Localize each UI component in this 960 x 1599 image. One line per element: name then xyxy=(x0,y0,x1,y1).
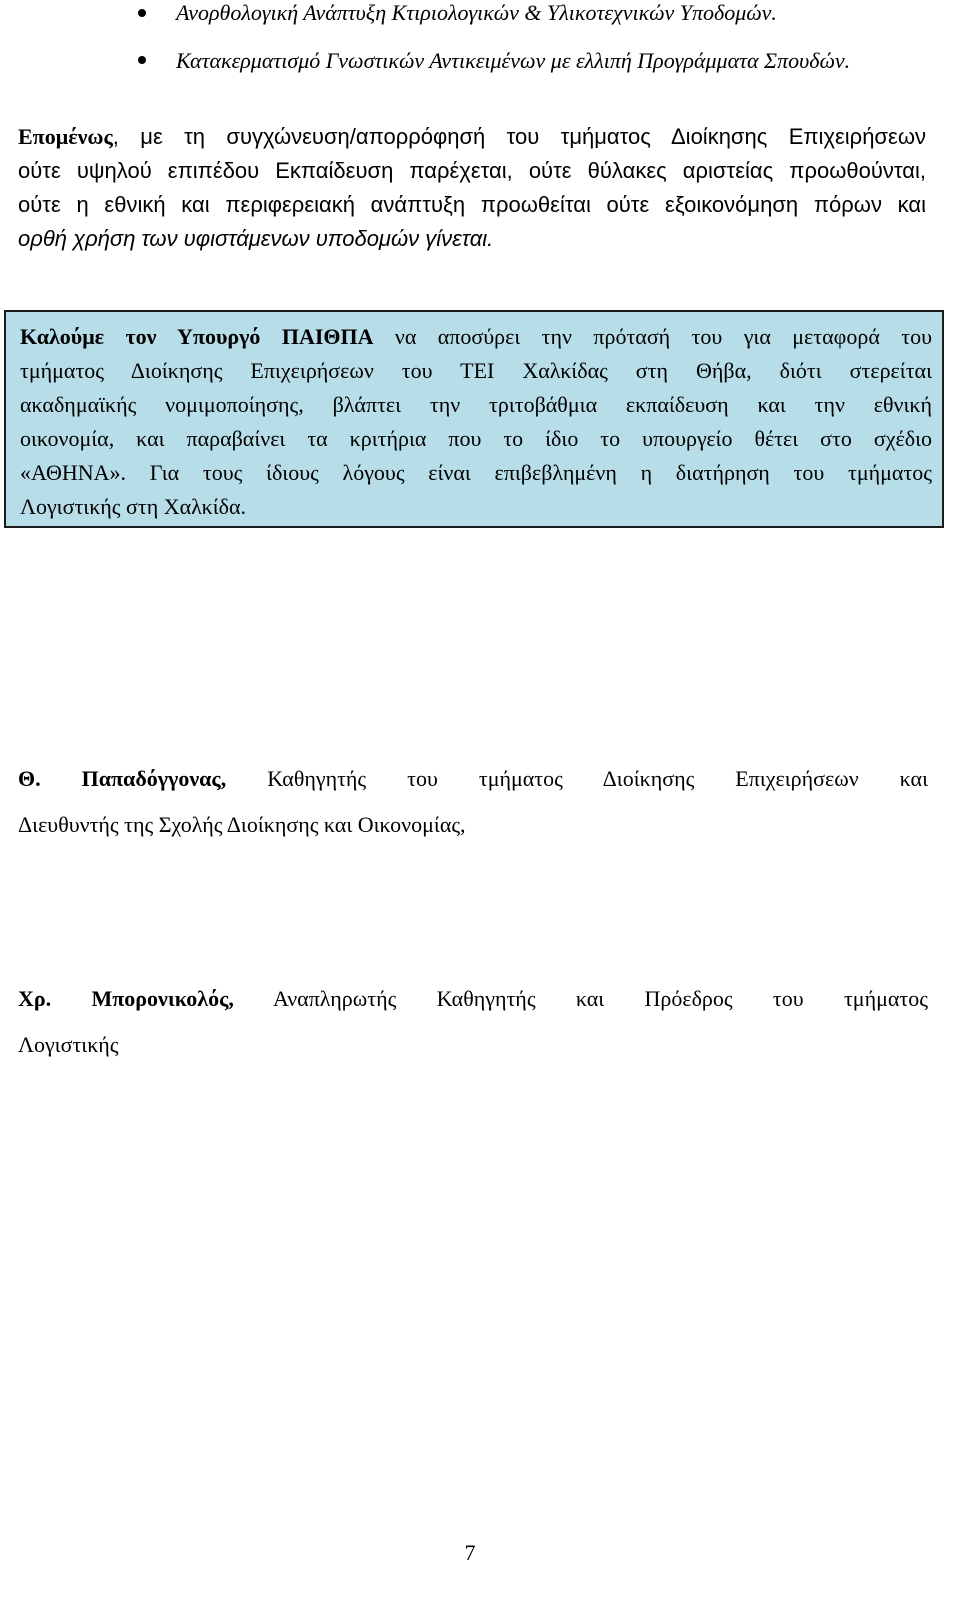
signatory-name: Χρ. Μπορονικολός, xyxy=(18,986,234,1011)
bullet-icon xyxy=(138,56,146,64)
callout-paragraph xyxy=(20,320,932,524)
text-span: , με τη συγχώνευση/απορρόφησή του τμήματος Διοίκησης Επιχειρήσεων xyxy=(112,124,926,149)
paragraph-line: οικονομία, και παραβαίνει τα κριτήρια που το ίδιο το υπουργείο θέτει στο σχέδιο xyxy=(20,426,932,451)
page-number: 7 xyxy=(464,1540,476,1565)
paragraph-line: ακαδημαϊκής νομιμοποίησης, βλάπτει την τριτοβάθμια εκπαίδευση και την εθνική xyxy=(20,392,932,417)
paragraph-line xyxy=(18,120,926,154)
signature-line: Διευθυντής της Σχολής Διοίκησης και Οικονομίας, xyxy=(18,812,466,837)
signature-block xyxy=(18,976,928,1068)
signature-line xyxy=(18,976,928,1022)
text-span: να αποσύρει την πρότασή του για μεταφορά του xyxy=(373,324,932,349)
paragraph-line: ούτε η εθνική και περιφερειακή ανάπτυξη προωθείται ούτε εξοικονόμηση πόρων και xyxy=(18,192,926,217)
signature-block xyxy=(18,756,928,848)
bullet-icon xyxy=(138,9,146,17)
paragraph-line: ορθή χρήση των υφιστάμενων υποδομών γίνεται. xyxy=(18,226,494,251)
paragraph-line: ούτε υψηλού επιπέδου Εκπαίδευση παρέχεται, ούτε θύλακες αριστείας προωθούνται, xyxy=(18,158,926,183)
bold-lead: Επομένως xyxy=(18,124,113,149)
bold-lead: Καλούμε τον Υπουργό ΠΑΙΘΠΑ xyxy=(20,324,374,349)
conclusion-paragraph xyxy=(18,120,926,256)
text-span: Καθηγητής του τμήματος Διοίκησης Επιχειρήσεων και xyxy=(267,766,928,791)
bullet-text: Κατακερματισμό Γνωστικών Αντικειμένων με ελλιπή Προγράμματα Σπουδών. xyxy=(176,48,851,73)
paragraph-line: τμήματος Διοίκησης Επιχειρήσεων του ΤΕΙ Χαλκίδας στη Θήβα, διότι στερείται xyxy=(20,358,932,383)
signature-line xyxy=(18,756,928,802)
text-span: Αναπληρωτής Καθηγητής και Πρόεδρος του τμήματος xyxy=(272,986,928,1011)
paragraph-line: «ΑΘΗΝΑ». Για τους ίδιους λόγους είναι επιβεβλημένη η διατήρηση του τμήματος xyxy=(20,460,932,485)
callout-box xyxy=(4,310,944,528)
signature-line: Λογιστικής xyxy=(18,1032,119,1057)
signatory-name: Θ. Παπαδόγγονας, xyxy=(18,766,227,791)
paragraph-line xyxy=(20,320,932,354)
bullet-text: Ανορθολογική Ανάπτυξη Κτιριολογικών & Υλικοτεχνικών Υποδομών. xyxy=(176,0,777,25)
paragraph-line: Λογιστικής στη Χαλκίδα. xyxy=(20,494,247,519)
